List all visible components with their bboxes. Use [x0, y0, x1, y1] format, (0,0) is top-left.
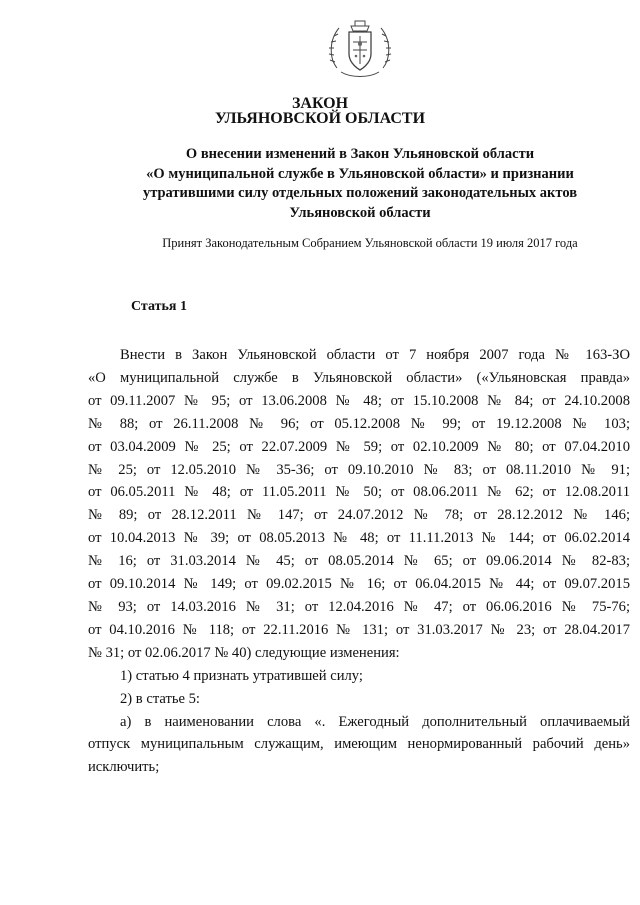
body-line: от 06.05.2011 № 48; от 11.05.2011 № 50; от 08.06.2011 № 62; от 12.08.2011: [88, 484, 630, 501]
subtitle-line: О внесении изменений в Закон Ульяновской области: [185, 146, 535, 162]
body-line: от 09.10.2014 № 149; от 09.02.2015 № 16; от 06.04.2015 № 44; от 09.07.2015: [88, 576, 630, 593]
article-body: [88, 344, 630, 779]
body-line: № 16; от 31.03.2014 № 45; от 08.05.2014 № 65; от 09.06.2014 № 82-83;: [88, 553, 630, 570]
list-item: 2) в статье 5:: [120, 690, 200, 707]
body-line: № 89; от 28.12.2011 № 147; от 24.07.2012 № 78; от 28.12.2012 № 146;: [88, 507, 630, 524]
body-line: № 88; от 26.11.2008 № 96; от 05.12.2008 № 99; от 19.12.2008 № 103;: [88, 415, 630, 432]
body-line: от 09.11.2007 № 95; от 13.06.2008 № 48; от 15.10.2008 № 84; от 24.10.2008: [88, 392, 630, 409]
subtitle-line: «О муниципальной службе в Ульяновской области» и признании: [146, 165, 574, 182]
article-title: Статья 1: [131, 299, 187, 314]
body-line: от 10.04.2013 № 39; от 08.05.2013 № 48; от 11.11.2013 № 144; от 06.02.2014: [88, 530, 630, 547]
body-line: «О муниципальной службе в Ульяновской области» («Ульяновская правда»: [88, 369, 630, 386]
document-region: УЛЬЯНОВСКОЙ ОБЛАСТИ: [214, 110, 426, 127]
body-line: а) в наименовании слова «. Ежегодный дополнительный оплачиваемый: [120, 713, 630, 730]
body-line: № 93; от 14.03.2016 № 31; от 12.04.2016 № 47; от 06.06.2016 № 75-76;: [88, 598, 630, 615]
body-line: исключить;: [88, 759, 160, 776]
subtitle-line: утратившими силу отдельных положений законодательных актов: [142, 185, 578, 201]
law-subtitle: [90, 145, 630, 223]
body-line: Внести в Закон Ульяновской области от 7 ноября 2007 года № 163-ЗО: [120, 347, 630, 363]
list-item: 1) статью 4 признать утратившей силу;: [120, 667, 363, 684]
subtitle-line: Ульяновской области: [289, 204, 431, 221]
body-line: от 03.04.2009 № 25; от 22.07.2009 № 59; от 02.10.2009 № 80; от 07.04.2010: [88, 438, 630, 455]
body-line: № 25; от 12.05.2010 № 35-36; от 09.10.2010 № 83; от 08.11.2010 № 91;: [88, 461, 630, 478]
document-type: ЗАКОН: [291, 95, 349, 112]
body-line: № 31; от 02.06.2017 № 40) следующие изменения:: [88, 644, 400, 661]
body-line: от 04.10.2016 № 118; от 22.11.2016 № 131; от 31.03.2017 № 23; от 28.04.2017: [88, 621, 630, 638]
body-line: отпуск муниципальным служащим, имеющим ненормированный рабочий день»: [88, 736, 630, 753]
coat-of-arms-icon: [325, 18, 395, 80]
adoption-note: Принят Законодательным Собранием Ульяновской области 19 июля 2017 года: [162, 236, 578, 250]
